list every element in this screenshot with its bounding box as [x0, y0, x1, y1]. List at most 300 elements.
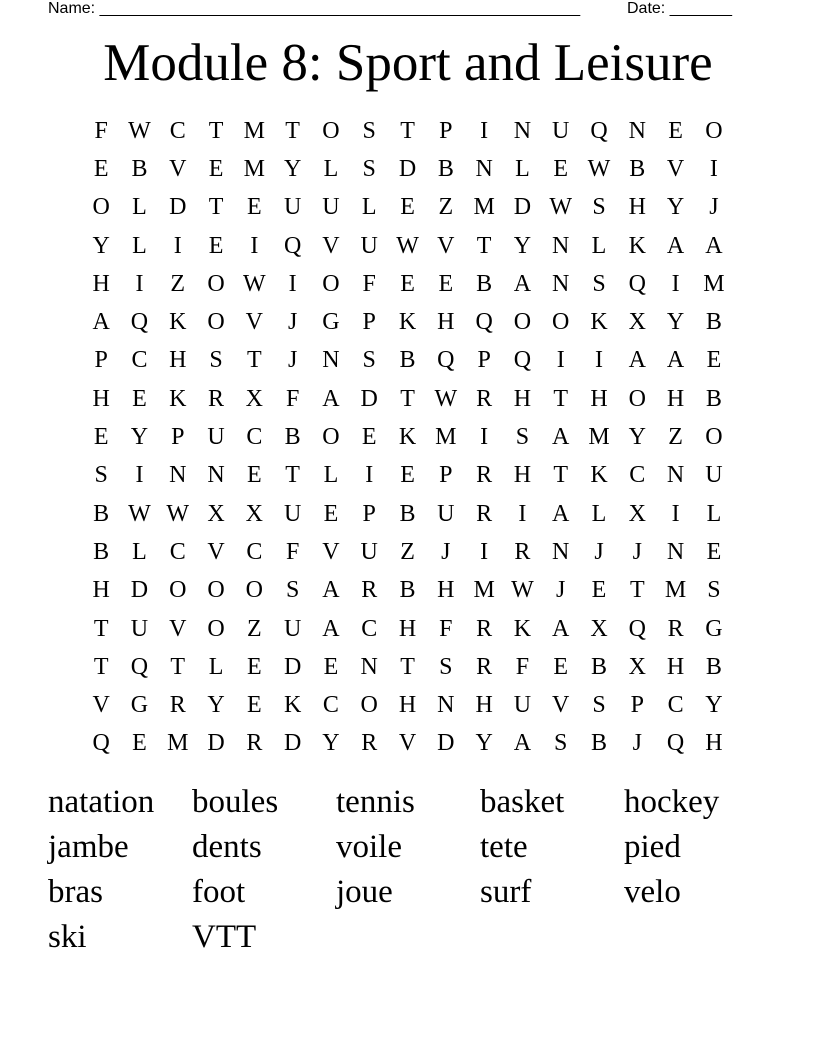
grid-cell[interactable]: O — [705, 117, 723, 144]
grid-cell[interactable]: B — [705, 653, 722, 680]
grid-cell[interactable]: Z — [438, 194, 454, 221]
grid-cell[interactable]: C — [246, 424, 263, 451]
grid-cell[interactable]: J — [632, 538, 642, 565]
grid-cell[interactable]: E — [93, 424, 109, 451]
grid-cell[interactable]: C — [322, 692, 339, 719]
grid-cell[interactable]: H — [705, 730, 723, 757]
grid-cell[interactable]: Y — [475, 730, 493, 757]
grid-cell[interactable]: I — [480, 424, 489, 451]
grid-cell[interactable]: W — [549, 194, 573, 221]
grid-cell[interactable]: Y — [130, 424, 149, 451]
grid-cell[interactable]: I — [135, 462, 144, 489]
word-list-item: hockey — [624, 784, 720, 820]
grid-cell[interactable]: T — [629, 577, 645, 604]
grid-cell[interactable]: P — [362, 500, 376, 527]
grid-cell[interactable]: V — [322, 538, 340, 565]
word-list-item: surf — [480, 874, 532, 910]
grid-cell[interactable]: Q — [628, 270, 646, 297]
grid-cell[interactable]: A — [322, 577, 340, 604]
grid-cell[interactable]: U — [283, 194, 302, 221]
grid-cell[interactable]: Z — [668, 424, 683, 451]
grid-cell[interactable]: K — [398, 309, 417, 336]
grid-cell[interactable]: X — [628, 653, 646, 680]
grid-cell[interactable]: T — [247, 347, 262, 374]
grid-cell[interactable]: B — [284, 424, 301, 451]
grid-cell[interactable]: L — [591, 232, 607, 259]
grid-cell[interactable]: M — [243, 117, 265, 144]
grid-cell[interactable]: M — [435, 424, 457, 451]
grid-cell[interactable]: E — [553, 155, 569, 182]
grid-cell[interactable]: E — [247, 653, 262, 680]
grid-cell[interactable]: L — [591, 500, 607, 527]
grid-cell[interactable]: U — [705, 462, 723, 489]
grid-cell[interactable]: Y — [283, 155, 302, 182]
grid-cell[interactable]: E — [553, 653, 569, 680]
grid-cell[interactable]: U — [207, 424, 225, 451]
grid-cell[interactable]: J — [441, 538, 451, 565]
grid-cell[interactable]: Q — [283, 232, 302, 259]
grid-cell[interactable]: K — [590, 309, 608, 336]
grid-cell[interactable]: A — [322, 615, 340, 642]
grid-cell[interactable]: N — [322, 347, 340, 374]
grid-cell[interactable]: N — [552, 232, 570, 259]
grid-cell[interactable]: G — [322, 309, 340, 336]
grid-cell[interactable]: C — [169, 117, 186, 144]
grid-cell[interactable]: X — [207, 500, 225, 527]
grid-cell[interactable]: H — [398, 615, 417, 642]
grid-cell[interactable]: T — [285, 462, 300, 489]
grid-cell[interactable]: K — [169, 309, 187, 336]
grid-cell[interactable]: Q — [92, 730, 110, 757]
grid-cell[interactable]: B — [399, 500, 416, 527]
grid-cell[interactable]: R — [476, 462, 493, 489]
grid-cell[interactable]: K — [398, 424, 417, 451]
grid-cell[interactable]: H — [666, 385, 685, 412]
grid-cell[interactable]: B — [399, 347, 416, 374]
grid-cell[interactable]: W — [511, 577, 534, 604]
grid-cell[interactable]: O — [322, 117, 340, 144]
grid-cell[interactable]: N — [513, 117, 532, 144]
grid-cell[interactable]: X — [628, 500, 646, 527]
grid-cell[interactable]: A — [552, 500, 570, 527]
grid-cell[interactable]: V — [169, 155, 187, 182]
grid-cell[interactable]: B — [705, 385, 722, 412]
grid-cell[interactable]: Q — [628, 615, 646, 642]
grid-cell[interactable]: T — [285, 117, 300, 144]
grid-cell[interactable]: V — [398, 730, 417, 757]
grid-cell[interactable]: P — [171, 424, 185, 451]
grid-cell[interactable]: S — [592, 692, 606, 719]
grid-cell[interactable]: O — [322, 270, 340, 297]
grid-cell[interactable]: T — [476, 232, 492, 259]
grid-cell[interactable]: D — [360, 385, 378, 412]
word-list-item: VTT — [192, 919, 257, 955]
grid-cell[interactable]: F — [94, 117, 108, 144]
grid-cell[interactable]: W — [128, 500, 151, 527]
grid-cell[interactable]: R — [476, 500, 493, 527]
grid-cell[interactable]: V — [169, 615, 187, 642]
grid-cell[interactable]: Y — [705, 692, 723, 719]
grid-cell[interactable]: H — [628, 194, 646, 221]
grid-cell[interactable]: N — [207, 462, 225, 489]
grid-cell[interactable]: A — [322, 385, 340, 412]
grid-cell[interactable]: E — [247, 194, 262, 221]
grid-cell[interactable]: I — [480, 538, 489, 565]
grid-cell[interactable]: V — [245, 309, 263, 336]
grid-cell[interactable]: U — [360, 232, 378, 259]
grid-cell[interactable]: K — [169, 385, 187, 412]
grid-cell[interactable]: T — [170, 653, 186, 680]
grid-cell[interactable]: N — [666, 538, 685, 565]
grid-cell[interactable]: T — [208, 194, 224, 221]
grid-cell[interactable]: I — [556, 347, 565, 374]
grid-cell[interactable]: F — [285, 538, 300, 565]
grid-cell[interactable]: E — [400, 462, 415, 489]
grid-cell[interactable]: B — [93, 538, 110, 565]
grid-cell[interactable]: X — [245, 500, 263, 527]
grid-cell[interactable]: S — [94, 462, 108, 489]
grid-cell[interactable]: I — [250, 232, 259, 259]
grid-cell[interactable]: E — [668, 117, 683, 144]
name-field[interactable]: Name: ______________________________________________________ — [48, 0, 581, 17]
grid-cell[interactable]: J — [556, 577, 566, 604]
grid-cell[interactable]: D — [437, 730, 455, 757]
grid-cell[interactable]: T — [93, 653, 109, 680]
grid-cell[interactable]: A — [513, 270, 532, 297]
grid-cell[interactable]: N — [437, 692, 455, 719]
grid-cell[interactable]: R — [514, 538, 531, 565]
grid-cell[interactable]: E — [706, 538, 722, 565]
grid-cell[interactable]: Q — [513, 347, 532, 374]
grid-cell[interactable]: R — [476, 615, 493, 642]
grid-cell[interactable]: T — [93, 615, 109, 642]
grid-cell[interactable]: Y — [628, 424, 646, 451]
grid-cell[interactable]: B — [705, 309, 722, 336]
grid-cell[interactable]: D — [207, 730, 225, 757]
grid-cell[interactable]: E — [400, 270, 415, 297]
grid-cell[interactable]: R — [361, 730, 378, 757]
grid-cell[interactable]: C — [131, 347, 148, 374]
grid-cell[interactable]: U — [513, 692, 532, 719]
word-list-item: tete — [480, 829, 528, 865]
grid-cell[interactable]: Y — [666, 194, 685, 221]
grid-cell[interactable]: N — [475, 155, 493, 182]
grid-cell[interactable]: R — [667, 615, 684, 642]
grid-cell[interactable]: A — [513, 730, 532, 757]
grid-cell[interactable]: H — [513, 462, 532, 489]
grid-cell[interactable]: H — [92, 385, 110, 412]
grid-cell[interactable]: W — [434, 385, 458, 412]
grid-cell[interactable]: W — [166, 500, 190, 527]
date-field[interactable]: Date: _______ — [627, 0, 732, 17]
grid-cell[interactable]: L — [132, 538, 147, 565]
grid-cell[interactable]: K — [590, 462, 608, 489]
grid-cell[interactable]: S — [592, 194, 606, 221]
grid-cell[interactable]: P — [439, 117, 453, 144]
grid-cell[interactable]: S — [362, 347, 376, 374]
grid-cell[interactable]: E — [323, 653, 339, 680]
grid-cell[interactable]: N — [169, 462, 187, 489]
grid-cell[interactable]: M — [588, 424, 610, 451]
grid-cell[interactable]: W — [128, 117, 151, 144]
grid-cell[interactable]: L — [208, 653, 224, 680]
grid-cell[interactable]: H — [513, 385, 532, 412]
grid-cell[interactable]: R — [476, 653, 493, 680]
grid-cell[interactable]: H — [398, 692, 417, 719]
grid-cell[interactable]: Y — [322, 730, 340, 757]
grid-cell[interactable]: U — [437, 500, 455, 527]
grid-cell[interactable]: B — [591, 730, 608, 757]
grid-cell[interactable]: F — [285, 385, 300, 412]
grid-cell[interactable]: D — [130, 577, 149, 604]
grid-cell[interactable]: H — [437, 309, 455, 336]
grid-cell[interactable]: B — [591, 653, 608, 680]
grid-cell[interactable]: U — [130, 615, 149, 642]
grid-cell[interactable]: K — [283, 692, 302, 719]
grid-cell[interactable]: P — [94, 347, 108, 374]
grid-cell[interactable]: S — [515, 424, 530, 451]
grid-cell[interactable]: N — [552, 270, 570, 297]
grid-cell[interactable]: D — [169, 194, 187, 221]
word-list-item: natation — [48, 784, 155, 820]
grid-cell[interactable]: Z — [400, 538, 415, 565]
grid-cell[interactable]: D — [513, 194, 532, 221]
grid-cell[interactable]: P — [477, 347, 491, 374]
grid-cell[interactable]: O — [207, 577, 225, 604]
grid-cell[interactable]: T — [208, 117, 224, 144]
grid-cell[interactable]: S — [285, 577, 300, 604]
grid-cell[interactable]: S — [554, 730, 568, 757]
grid-cell[interactable]: X — [590, 615, 608, 642]
grid-cell[interactable]: C — [667, 692, 684, 719]
grid-cell[interactable]: J — [709, 194, 719, 221]
grid-cell[interactable]: E — [132, 385, 147, 412]
grid-cell[interactable]: G — [130, 692, 149, 719]
grid-cell[interactable]: I — [135, 270, 144, 297]
grid-cell[interactable]: B — [629, 155, 646, 182]
grid-cell[interactable]: V — [437, 232, 455, 259]
grid-cell[interactable]: U — [283, 500, 302, 527]
grid-cell[interactable]: V — [322, 232, 340, 259]
grid-cell[interactable]: L — [515, 155, 530, 182]
grid-cell[interactable]: A — [552, 424, 570, 451]
grid-cell[interactable]: O — [207, 270, 225, 297]
grid-cell[interactable]: Z — [247, 615, 262, 642]
grid-cell[interactable]: B — [476, 270, 493, 297]
grid-cell[interactable]: L — [323, 462, 339, 489]
grid-cell[interactable]: B — [437, 155, 454, 182]
grid-cell[interactable]: T — [400, 653, 415, 680]
grid-cell[interactable]: O — [552, 309, 570, 336]
grid-cell[interactable]: V — [552, 692, 570, 719]
grid-cell[interactable]: E — [93, 155, 109, 182]
grid-cell[interactable]: R — [361, 577, 378, 604]
grid-cell[interactable]: Q — [437, 347, 455, 374]
grid-cell[interactable]: A — [628, 347, 646, 374]
grid-cell[interactable]: M — [473, 577, 495, 604]
grid-cell[interactable]: U — [360, 538, 378, 565]
grid-cell[interactable]: Q — [130, 309, 149, 336]
word-list-item: velo — [624, 874, 681, 910]
grid-cell[interactable]: P — [439, 462, 453, 489]
grid-cell[interactable]: M — [167, 730, 189, 757]
grid-cell[interactable]: U — [322, 194, 340, 221]
grid-cell[interactable]: Q — [590, 117, 608, 144]
grid-cell[interactable]: I — [671, 270, 680, 297]
grid-cell[interactable]: N — [360, 653, 378, 680]
grid-cell[interactable]: V — [92, 692, 110, 719]
grid-cell[interactable]: Y — [666, 309, 685, 336]
grid-cell[interactable]: S — [439, 653, 453, 680]
grid-cell[interactable]: M — [473, 194, 495, 221]
grid-cell[interactable]: T — [553, 462, 569, 489]
grid-cell[interactable]: A — [552, 615, 570, 642]
grid-cell[interactable]: D — [283, 730, 302, 757]
grid-cell[interactable]: H — [590, 385, 608, 412]
grid-cell[interactable]: J — [287, 347, 298, 374]
grid-cell[interactable]: H — [169, 347, 187, 374]
grid-cell[interactable]: S — [592, 270, 606, 297]
grid-cell[interactable]: S — [209, 347, 223, 374]
grid-cell[interactable]: J — [632, 730, 642, 757]
grid-cell[interactable]: O — [245, 577, 263, 604]
grid-cell[interactable]: X — [245, 385, 263, 412]
grid-cell[interactable]: C — [361, 615, 378, 642]
grid-cell[interactable]: I — [595, 347, 603, 374]
grid-cell[interactable]: Z — [170, 270, 186, 297]
grid-cell[interactable]: Y — [92, 232, 110, 259]
grid-cell[interactable]: T — [553, 385, 569, 412]
grid-cell[interactable]: R — [208, 385, 225, 412]
grid-cell[interactable]: C — [629, 462, 646, 489]
grid-cell[interactable]: K — [628, 232, 646, 259]
grid-cell[interactable]: U — [283, 615, 302, 642]
grid-cell[interactable]: H — [92, 270, 110, 297]
grid-cell[interactable]: B — [93, 500, 110, 527]
grid-cell[interactable]: T — [400, 117, 415, 144]
grid-cell[interactable]: E — [361, 424, 377, 451]
grid-cell[interactable]: K — [513, 615, 532, 642]
grid-cell[interactable]: R — [169, 692, 186, 719]
grid-cell[interactable]: V — [666, 155, 685, 182]
grid-cell[interactable]: Q — [666, 730, 685, 757]
grid-cell[interactable]: H — [92, 577, 110, 604]
grid-cell[interactable]: I — [173, 232, 182, 259]
grid-cell[interactable]: R — [476, 385, 493, 412]
grid-cell[interactable]: J — [594, 538, 604, 565]
grid-cell[interactable]: M — [664, 577, 687, 604]
grid-cell[interactable]: H — [475, 692, 493, 719]
grid-cell[interactable]: O — [705, 424, 723, 451]
grid-cell[interactable]: E — [247, 692, 262, 719]
word-list-item: ski — [48, 919, 87, 955]
grid-cell[interactable]: I — [365, 462, 374, 489]
grid-cell[interactable]: T — [400, 385, 415, 412]
grid-cell[interactable]: F — [515, 653, 530, 680]
grid-cell[interactable]: A — [92, 309, 110, 336]
grid-cell[interactable]: E — [400, 194, 415, 221]
grid-cell[interactable]: G — [705, 615, 723, 642]
grid-cell[interactable]: O — [169, 577, 187, 604]
grid-cell[interactable]: V — [207, 538, 225, 565]
grid-cell[interactable]: I — [671, 500, 680, 527]
grid-cell[interactable]: O — [628, 385, 646, 412]
grid-cell[interactable]: O — [322, 424, 340, 451]
grid-cell[interactable]: E — [591, 577, 607, 604]
grid-cell[interactable]: I — [518, 500, 527, 527]
grid-cell[interactable]: W — [243, 270, 266, 297]
grid-cell[interactable]: O — [360, 692, 378, 719]
grid-cell[interactable]: F — [439, 615, 453, 642]
grid-cell[interactable]: N — [666, 462, 685, 489]
grid-cell[interactable]: E — [208, 155, 224, 182]
grid-cell[interactable]: E — [323, 500, 339, 527]
grid-cell[interactable]: I — [288, 270, 297, 297]
grid-cell[interactable]: X — [628, 309, 646, 336]
grid-cell[interactable]: P — [630, 692, 644, 719]
grid-cell[interactable]: P — [362, 309, 376, 336]
grid-cell[interactable]: B — [399, 577, 416, 604]
grid-cell[interactable]: S — [362, 155, 376, 182]
grid-cell[interactable]: A — [666, 347, 685, 374]
grid-cell[interactable]: D — [283, 653, 302, 680]
grid-cell[interactable]: Y — [207, 692, 225, 719]
grid-cell[interactable]: J — [287, 309, 298, 336]
grid-cell[interactable]: O — [513, 309, 532, 336]
grid-cell[interactable]: M — [703, 270, 725, 297]
grid-cell[interactable]: L — [132, 232, 147, 259]
grid-cell[interactable]: O — [207, 309, 225, 336]
grid-cell[interactable]: I — [709, 155, 718, 182]
grid-cell[interactable]: L — [132, 194, 147, 221]
grid-cell[interactable]: S — [362, 117, 376, 144]
grid-cell[interactable]: A — [666, 232, 685, 259]
word-list-item: bras — [48, 874, 103, 910]
grid-cell[interactable]: B — [131, 155, 148, 182]
grid-cell[interactable]: Q — [475, 309, 493, 336]
grid-cell[interactable]: W — [396, 232, 419, 259]
grid-cell[interactable]: A — [705, 232, 723, 259]
grid-cell[interactable]: E — [208, 232, 224, 259]
grid-cell[interactable]: S — [707, 577, 721, 604]
grid-cell[interactable]: O — [207, 615, 225, 642]
grid-cell[interactable]: F — [362, 270, 376, 297]
grid-cell[interactable]: L — [323, 155, 339, 182]
grid-cell[interactable]: N — [628, 117, 646, 144]
grid-cell[interactable]: O — [92, 194, 110, 221]
header — [0, 0, 816, 20]
grid-cell[interactable]: M — [243, 155, 265, 182]
grid-cell[interactable]: U — [552, 117, 570, 144]
grid-cell[interactable]: H — [437, 577, 455, 604]
grid-cell[interactable]: E — [247, 462, 262, 489]
grid-cell[interactable]: I — [480, 117, 489, 144]
grid-cell[interactable]: L — [706, 500, 722, 527]
grid-cell[interactable]: E — [132, 730, 147, 757]
grid-cell[interactable]: H — [666, 653, 685, 680]
grid-cell[interactable]: R — [246, 730, 263, 757]
grid-cell[interactable]: E — [706, 347, 722, 374]
grid-cell[interactable]: Q — [130, 653, 149, 680]
grid-cell[interactable]: N — [552, 538, 570, 565]
grid-cell[interactable]: E — [438, 270, 454, 297]
grid-cell[interactable]: C — [246, 538, 263, 565]
grid-cell[interactable]: L — [361, 194, 377, 221]
grid-cell[interactable]: D — [398, 155, 417, 182]
grid-cell[interactable]: C — [169, 538, 186, 565]
grid-cell[interactable]: W — [587, 155, 611, 182]
grid-cell[interactable]: Y — [513, 232, 532, 259]
